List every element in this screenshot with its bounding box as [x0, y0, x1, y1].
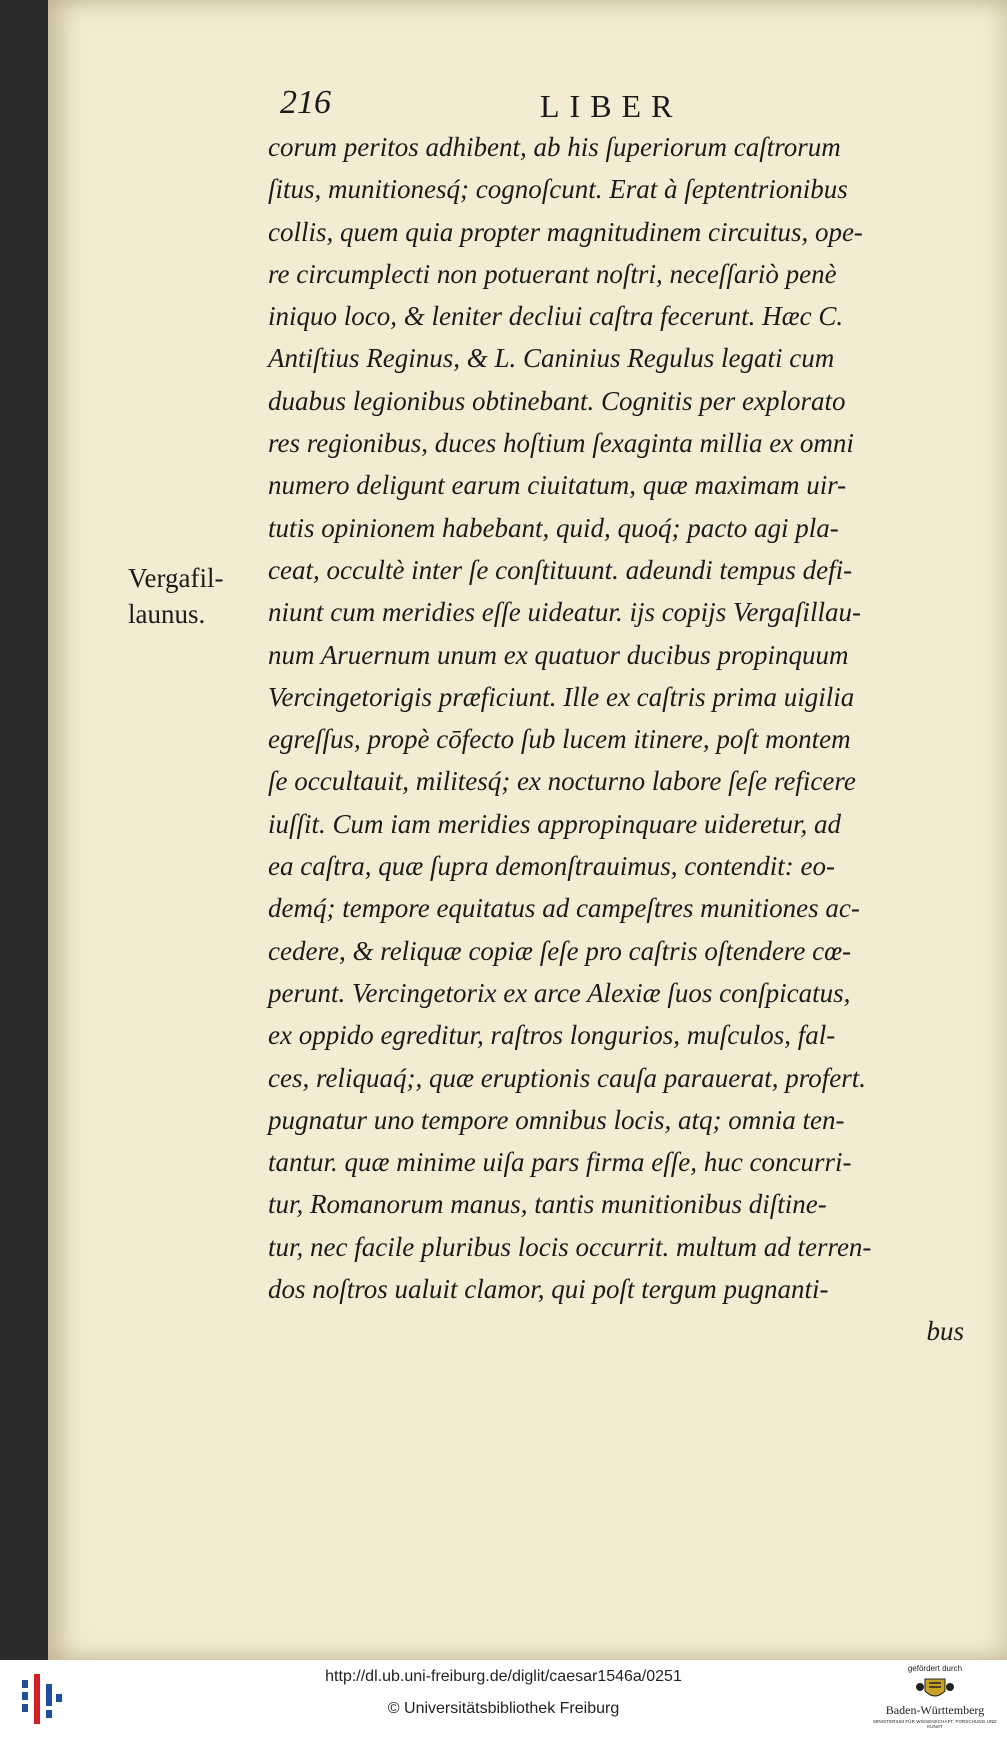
- text-line: niunt cum meridies eſſe uideatur. ijs copijs Vergaſillau-: [268, 597, 861, 628]
- text-line: corum peritos adhibent, ab his ſuperiorum caſtrorum: [268, 132, 841, 162]
- page-number: 216: [280, 84, 331, 121]
- sponsor-block: [870, 1664, 1000, 1729]
- text-line: egreſſus, propè cōfecto ſub lucem itinere, poſt montem: [268, 724, 851, 755]
- margin-note-line: launus.: [128, 599, 206, 629]
- text-line: numero deligunt earum ciuitatum, quæ maximam uir-: [268, 470, 847, 501]
- text-line: ces, reliquaq́;, quæ eruptionis cauſa parauerat, profert.: [268, 1062, 866, 1093]
- baden-wuerttemberg-crest-icon: [915, 1675, 955, 1701]
- text-line: ceat, occultè inter ſe conſtituunt. adeundi tempus defi-: [268, 554, 853, 585]
- text-line: cedere, & reliquæ copiæ ſeſe pro caſtris oſtendere cœ-: [268, 935, 852, 966]
- text-line: ſitus, munitionesq́; cognoſcunt. Erat à ſeptentrionibus: [268, 174, 848, 205]
- sponsor-funded-label: gefördert durch: [907, 1664, 963, 1673]
- text-line: tur, nec facile pluribus locis occurrit. multum ad terren-: [268, 1231, 872, 1262]
- copyright-notice: © Universitätsbibliothek Freiburg: [387, 1700, 620, 1717]
- text-line: ex oppido egreditur, raſtros longurios, muſculos, fal-: [268, 1020, 836, 1051]
- text-line: ea caſtra, quæ ſupra demonſtrauimus, contendit: eo-: [268, 851, 835, 882]
- margin-note-line: Vergafil-: [128, 563, 224, 593]
- text-line: demq́; tempore equitatus ad campeſtres munitiones ac-: [268, 893, 860, 924]
- scanned-page: [48, 0, 1007, 1660]
- text-line: tutis opinionem habebant, quid, quoq́; pacto agi pla-: [268, 512, 839, 543]
- sponsor-ministry: MINISTERIUM FÜR WISSENSCHAFT, FORSCHUNG UND KUNST: [873, 1719, 997, 1729]
- margin-note: [128, 560, 268, 632]
- page-header: [280, 84, 760, 126]
- text-line: res regionibus, duces hoſtium ſexaginta millia ex omni: [268, 428, 854, 459]
- running-head: LIBER: [540, 88, 683, 124]
- permalink-url[interactable]: http://dl.ub.uni-freiburg.de/diglit/caesar1546a/0251: [325, 1668, 682, 1685]
- text-line: iuſſit. Cum iam meridies appropinquare uideretur, ad: [268, 808, 841, 839]
- footer-bar: [0, 1660, 1007, 1738]
- text-line: bus: [926, 1316, 964, 1347]
- text-line: Antiſtius Reginus, & L. Caninius Regulus legati cum: [268, 343, 835, 374]
- text-line: re circumplecti non potuerant noſtri, neceſſariò penè: [268, 258, 837, 289]
- text-line: tur, Romanorum manus, tantis munitionibus diſtine-: [268, 1189, 827, 1220]
- text-line: iniquo loco, & leniter decliui caſtra fecerunt. Hæc C.: [268, 301, 844, 332]
- text-line: pugnatur uno tempore omnibus locis, atq; omnia ten-: [268, 1104, 845, 1135]
- text-line: Vercingetorigis præficiunt. Ille ex caſtris prima uigilia: [268, 681, 855, 712]
- body-text: [268, 126, 968, 1353]
- text-line: tantur. quæ minime uiſa pars firma eſſe, huc concurri-: [268, 1147, 852, 1178]
- sponsor-name: Baden-Württemberg: [885, 1703, 985, 1717]
- text-line: collis, quem quia propter magnitudinem circuitus, ope-: [268, 216, 863, 247]
- text-line: duabus legionibus obtinebant. Cognitis per explorato: [268, 385, 846, 416]
- text-line: num Aruernum unum ex quatuor ducibus propinquum: [268, 639, 849, 670]
- text-line: dos noſtros ualuit clamor, qui poſt tergum pugnanti-: [268, 1274, 829, 1305]
- text-line: perunt. Vercingetorix ex arce Alexiæ ſuos conſpicatus,: [268, 977, 851, 1008]
- text-line: ſe occultauit, militesq́; ex nocturno labore ſeſe reficere: [268, 766, 856, 797]
